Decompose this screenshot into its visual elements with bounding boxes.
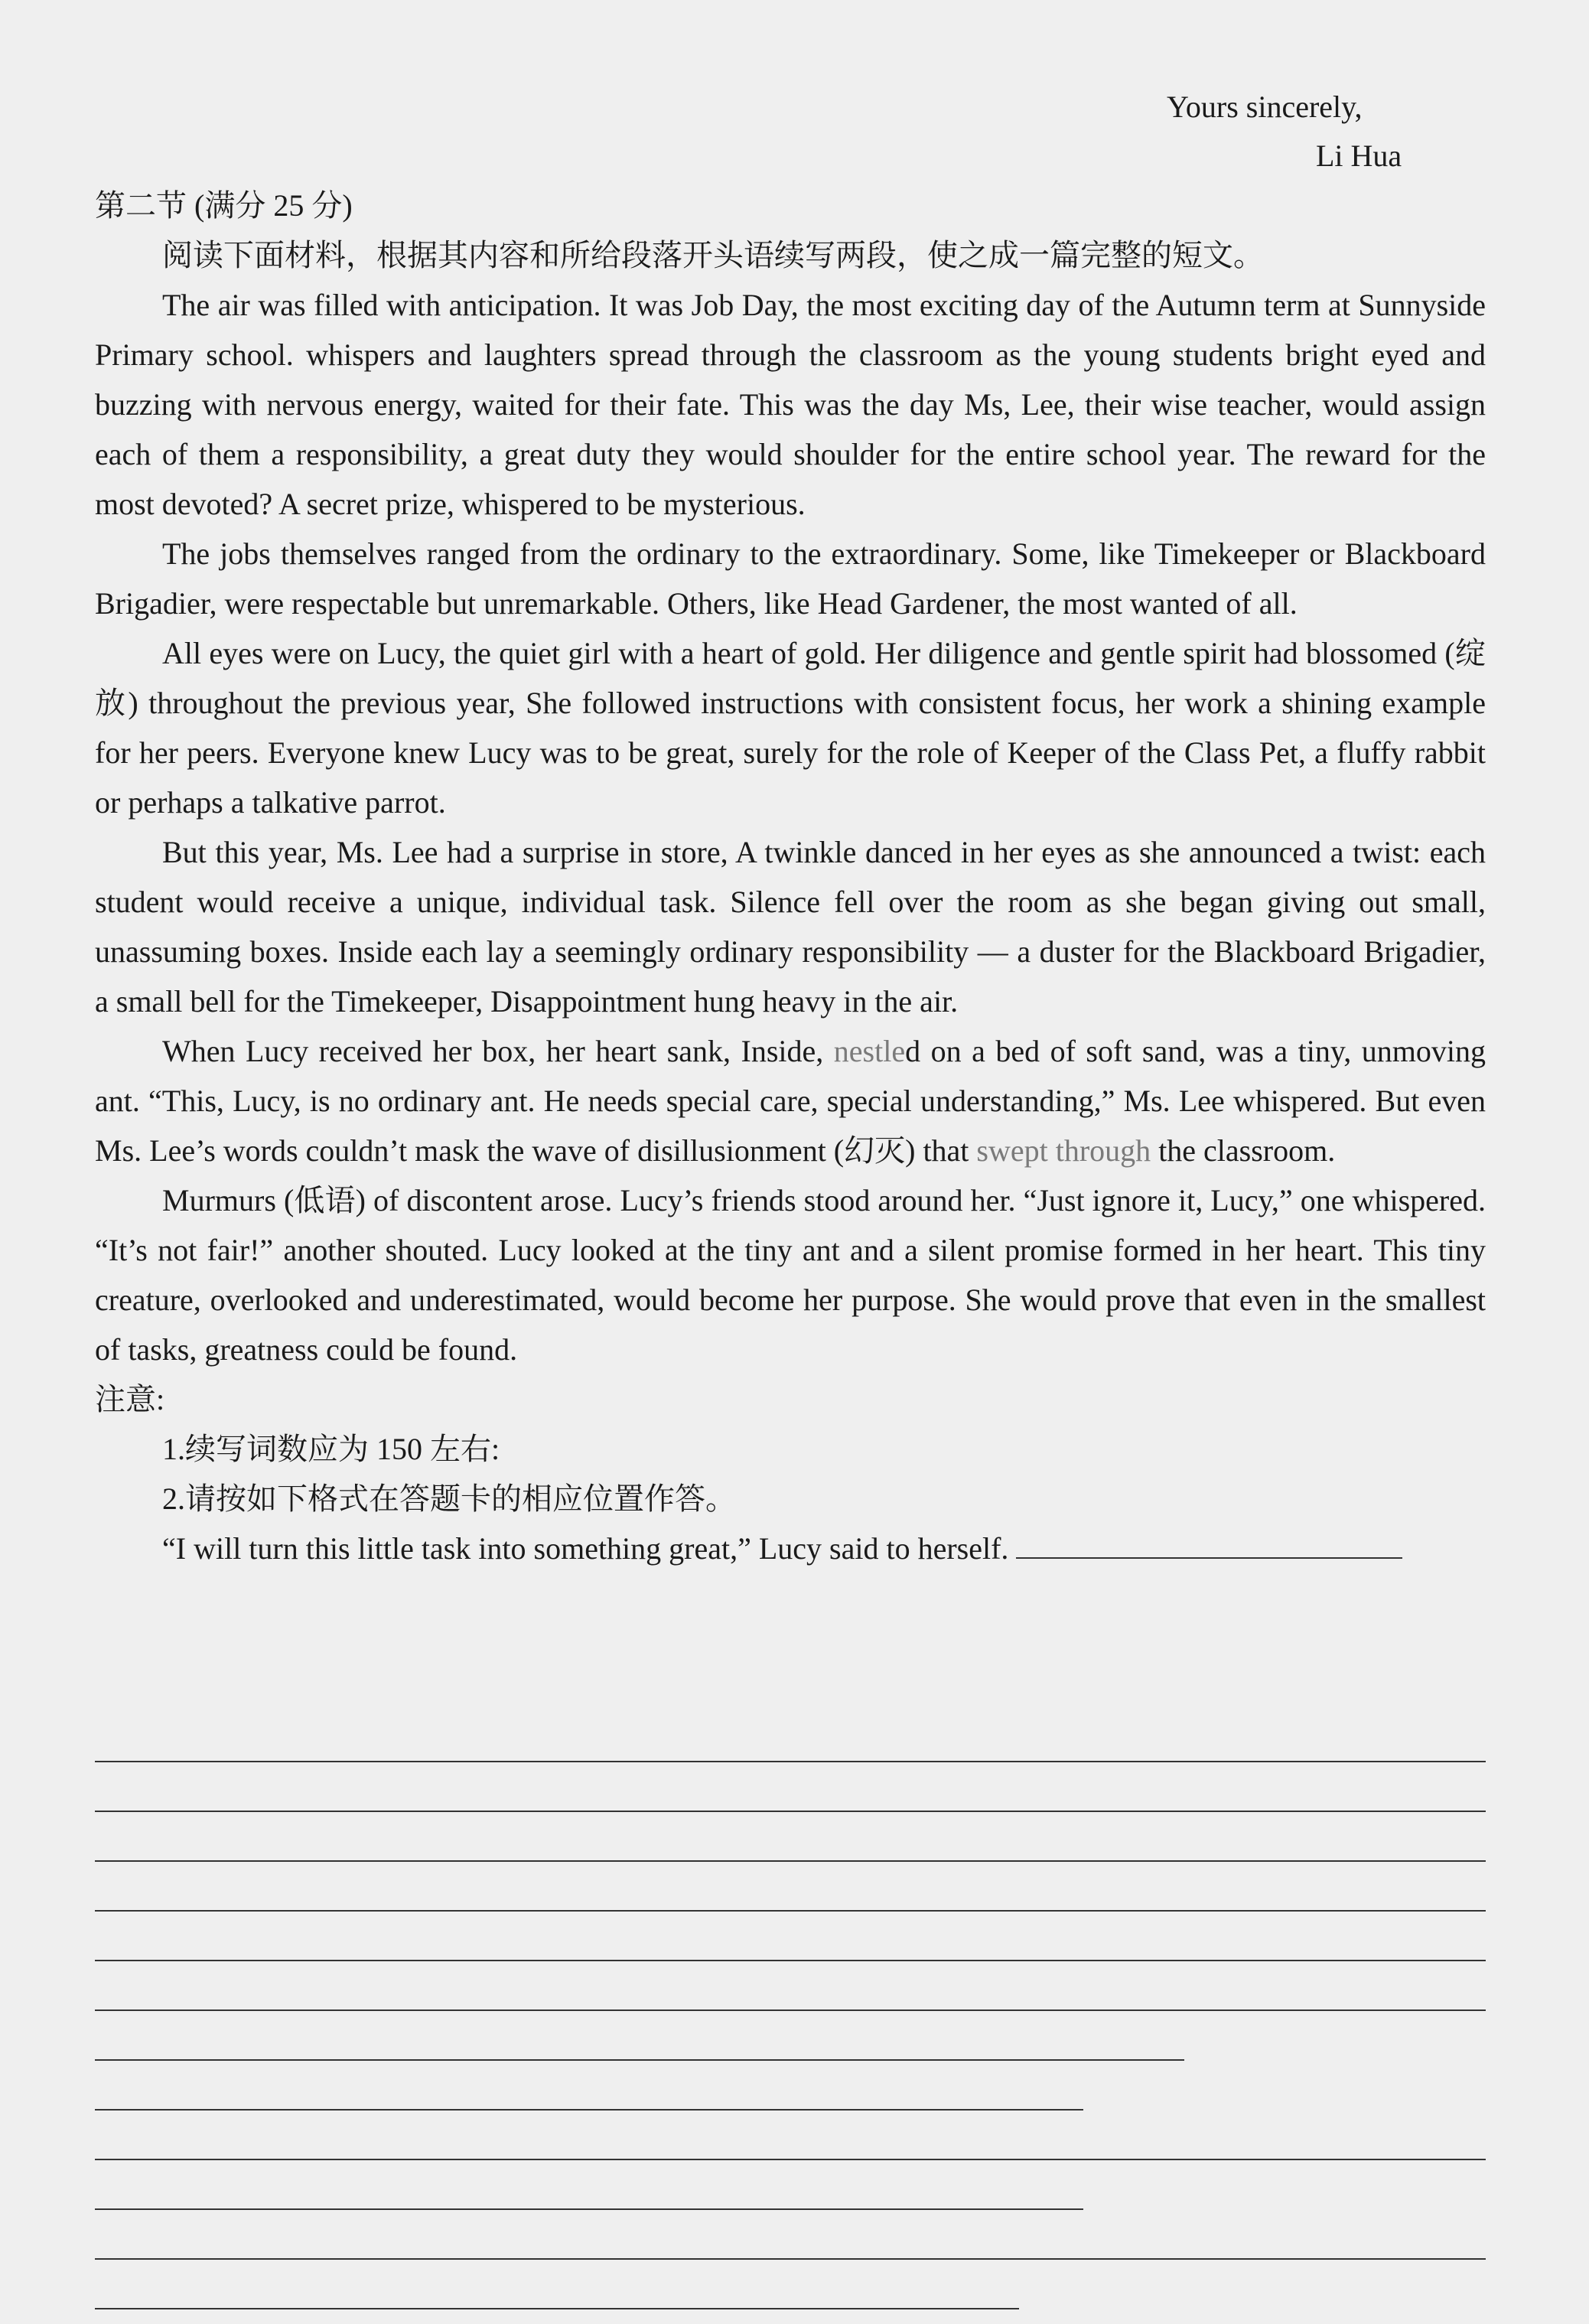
section-instruction: 阅读下面材料，根据其内容和所给段落开头语续写两段，使之成一篇完整的短文。 xyxy=(162,238,1264,272)
note-item-format: 2.请按如下格式在答题卡的相应位置作答。 xyxy=(162,1481,736,1516)
letter-signature-name: Li Hua xyxy=(1316,139,1402,173)
answer-line[interactable] xyxy=(95,2011,1184,2061)
p5-text-c: the classroom. xyxy=(1151,1133,1336,1168)
passage-paragraph-3: All eyes were on Lucy, the quiet girl with a heart of gold. Her diligence and gentle spirit had blossomed (绽放) throughout the previous year, She followed instructions with consistent focus, her work a shining example for her peers. Everyone knew Lucy was to be great, surely for the role of Keeper of the Class Pet, a fluffy rabbit or perhaps a talkative parrot. xyxy=(95,636,1486,820)
answer-lines xyxy=(95,1713,1486,2309)
answer-line[interactable] xyxy=(95,1961,1486,2011)
p5-text-a: When Lucy received her box, her heart sank, Inside, xyxy=(162,1034,834,1068)
answer-line[interactable] xyxy=(95,1912,1486,1961)
passage-paragraph-6: Murmurs (低语) of discontent arose. Lucy’s friends stood around her. “Just ignore it, Lucy,” one whispered. “It’s not fair!” another shouted. Lucy looked at the tiny ant and a silent promise formed in her heart. This tiny creature, overlooked and underestimated, would become her purpose. She would prove that even in the smallest of tasks, greatness could be found. xyxy=(95,1183,1486,1367)
answer-line[interactable] xyxy=(95,1762,1486,1812)
answer-line[interactable] xyxy=(95,2111,1486,2160)
answer-line[interactable] xyxy=(95,2260,1019,2309)
answer-line[interactable] xyxy=(95,1713,1486,1762)
answer-line[interactable] xyxy=(95,2061,1083,2111)
letter-sign-off: Yours sincerely, xyxy=(1167,90,1363,124)
paragraph-starter-text: “I will turn this little task into something great,” Lucy said to herself. xyxy=(162,1531,1009,1566)
answer-line[interactable] xyxy=(95,1862,1486,1912)
passage-paragraph-1: The air was filled with anticipation. It was Job Day, the most exciting day of the Autumn term at Sunnyside Primary school. whispers and laughters spread through the classroom as the young students bright eyed and buzzing with nervous energy, waited for their fate. This was the day Ms, Lee, their wise teacher, would assign each of them a responsibility, a great duty they would shoulder for the entire school year. The reward for the most devoted? A secret prize, whispered to be mysterious. xyxy=(95,288,1486,521)
passage-paragraph-4: But this year, Ms. Lee had a surprise in store, A twinkle danced in her eyes as she announced a twist: each student would receive a unique, individual task. Silence fell over the room as she began giving out small, unassuming boxes. Inside each lay a seemingly ordinary responsibility — a duster for the Blackboard Brigadier, a small bell for the Timekeeper, Disappointment hung heavy in the air. xyxy=(95,835,1486,1019)
answer-line[interactable] xyxy=(95,1812,1486,1862)
p5-text-b: d on a bed of soft sand, was a tiny, unmoving ant. “This, Lucy, is no ordinary ant. He needs special care, special understanding,” Ms. Lee whispered. But even Ms. Lee’s words couldn’t mask the wave of disillusionment (幻灭) that xyxy=(95,1034,1486,1168)
notes-heading: 注意: xyxy=(95,1382,165,1416)
note-item-word-count: 1.续写词数应为 150 左右: xyxy=(162,1432,500,1466)
p5-highlight-swept-through: swept through xyxy=(976,1133,1151,1168)
section-heading: 第二节 (满分 25 分) xyxy=(95,188,353,223)
answer-line[interactable] xyxy=(95,2160,1083,2210)
answer-line[interactable] xyxy=(95,2210,1486,2260)
document-body xyxy=(95,181,1486,1573)
passage-paragraph-2: The jobs themselves ranged from the ordinary to the extraordinary. Some, like Timekeeper or Blackboard Brigadier, were respectable but unremarkable. Others, like Head Gardener, the most wanted of all. xyxy=(95,536,1486,621)
passage-paragraph-5 xyxy=(95,1026,1486,1175)
paragraph-starter xyxy=(95,1524,1486,1573)
p5-highlight-nestle: nestle xyxy=(833,1034,906,1068)
starter-answer-blank[interactable] xyxy=(1016,1524,1402,1559)
